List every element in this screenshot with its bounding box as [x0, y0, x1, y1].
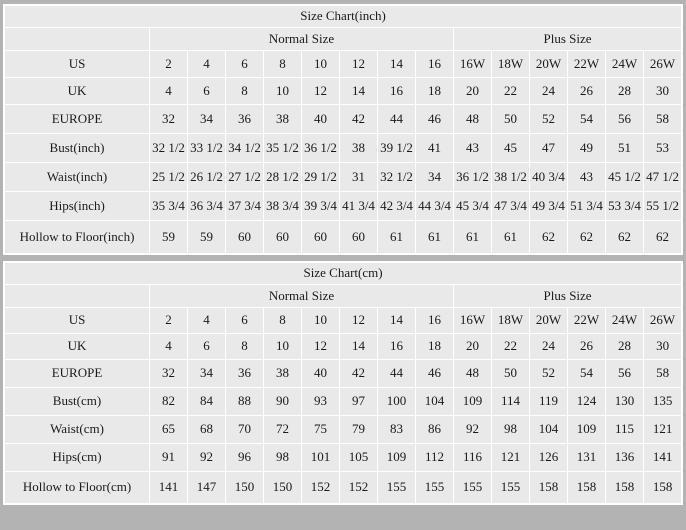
cell: 60 [264, 221, 302, 254]
cell: 10 [302, 51, 340, 78]
cell: 93 [302, 388, 340, 416]
cell: 68 [188, 416, 226, 444]
cell: 29 1/2 [302, 163, 340, 192]
cell: 65 [150, 416, 188, 444]
cell: 51 [606, 134, 644, 163]
chart-title-inch: Size Chart(inch) [5, 6, 682, 28]
cell: 43 [454, 134, 492, 163]
cell: 38 1/2 [492, 163, 530, 192]
cell: 41 [416, 134, 454, 163]
cell: 32 1/2 [378, 163, 416, 192]
table-row [5, 388, 682, 416]
cell: 30 [644, 78, 682, 105]
cell: 38 3/4 [264, 192, 302, 221]
row-label-hips-cm: Hips(cm) [5, 444, 150, 472]
cell: 42 [340, 360, 378, 388]
cell: 158 [644, 472, 682, 504]
row-label-uk-cm: UK [5, 334, 150, 360]
cell: 22W [568, 51, 606, 78]
cell: 35 3/4 [150, 192, 188, 221]
cell: 135 [644, 388, 682, 416]
row-label-europe-inch: EUROPE [5, 105, 150, 134]
cell: 36 [226, 105, 264, 134]
cell: 30 [644, 334, 682, 360]
cell: 16W [454, 308, 492, 334]
cell: 26 1/2 [188, 163, 226, 192]
cell: 35 1/2 [264, 134, 302, 163]
cell: 10 [302, 308, 340, 334]
table-row-title [5, 263, 682, 285]
cell: 28 1/2 [264, 163, 302, 192]
cell: 53 3/4 [606, 192, 644, 221]
cell: 24 [530, 334, 568, 360]
cell: 22 [492, 78, 530, 105]
size-chart-cm [3, 261, 683, 505]
cell: 152 [302, 472, 340, 504]
row-label-hips-inch: Hips(inch) [5, 192, 150, 221]
cell: 97 [340, 388, 378, 416]
cell: 36 1/2 [302, 134, 340, 163]
cell: 61 [492, 221, 530, 254]
table-row [5, 51, 682, 78]
row-label-us-cm: US [5, 308, 150, 334]
cell: 86 [416, 416, 454, 444]
cell: 72 [264, 416, 302, 444]
size-chart-cm-table [4, 262, 682, 504]
cell: 61 [416, 221, 454, 254]
cell: 34 [188, 105, 226, 134]
cell: 44 3/4 [416, 192, 454, 221]
table-row [5, 134, 682, 163]
cell: 45 3/4 [454, 192, 492, 221]
table-row [5, 308, 682, 334]
cell: 55 1/2 [644, 192, 682, 221]
cell: 152 [340, 472, 378, 504]
group-normal-size-inch: Normal Size [150, 28, 454, 51]
cell: 130 [606, 388, 644, 416]
cell: 42 3/4 [378, 192, 416, 221]
cell: 59 [150, 221, 188, 254]
table-row-groups [5, 285, 682, 308]
cell: 59 [188, 221, 226, 254]
cell: 50 [492, 105, 530, 134]
table-row-title [5, 6, 682, 28]
cell: 2 [150, 51, 188, 78]
cell: 61 [378, 221, 416, 254]
cell: 32 [150, 360, 188, 388]
cell: 39 1/2 [378, 134, 416, 163]
cell: 32 [150, 105, 188, 134]
cell: 52 [530, 105, 568, 134]
cell: 16 [416, 51, 454, 78]
table-row [5, 221, 682, 254]
row-label-uk-inch: UK [5, 78, 150, 105]
cell: 12 [302, 334, 340, 360]
cell: 24W [606, 308, 644, 334]
cell: 126 [530, 444, 568, 472]
cell: 53 [644, 134, 682, 163]
cell: 98 [492, 416, 530, 444]
cell: 115 [606, 416, 644, 444]
cell: 52 [530, 360, 568, 388]
cell: 75 [302, 416, 340, 444]
cell: 150 [226, 472, 264, 504]
cell: 27 1/2 [226, 163, 264, 192]
row-label-bust-cm: Bust(cm) [5, 388, 150, 416]
cell: 56 [606, 105, 644, 134]
cell: 88 [226, 388, 264, 416]
cell: 10 [264, 78, 302, 105]
row-label-europe-cm: EUROPE [5, 360, 150, 388]
cell: 47 [530, 134, 568, 163]
cell: 8 [226, 78, 264, 105]
cell: 90 [264, 388, 302, 416]
cell: 40 [302, 360, 340, 388]
cell: 6 [188, 334, 226, 360]
table-row [5, 105, 682, 134]
cell: 6 [188, 78, 226, 105]
cell: 62 [606, 221, 644, 254]
group-corner-cell-cm [5, 285, 150, 308]
cell: 49 3/4 [530, 192, 568, 221]
cell: 141 [150, 472, 188, 504]
cell: 121 [644, 416, 682, 444]
cell: 44 [378, 360, 416, 388]
row-label-waist-inch: Waist(inch) [5, 163, 150, 192]
cell: 12 [302, 78, 340, 105]
cell: 92 [454, 416, 492, 444]
cell: 155 [454, 472, 492, 504]
cell: 104 [530, 416, 568, 444]
cell: 20W [530, 308, 568, 334]
cell: 45 1/2 [606, 163, 644, 192]
cell: 82 [150, 388, 188, 416]
cell: 104 [416, 388, 454, 416]
cell: 6 [226, 51, 264, 78]
cell: 10 [264, 334, 302, 360]
cell: 36 1/2 [454, 163, 492, 192]
cell: 60 [302, 221, 340, 254]
cell: 28 [606, 78, 644, 105]
cell: 62 [568, 221, 606, 254]
row-label-us-inch: US [5, 51, 150, 78]
cell: 46 [416, 360, 454, 388]
cell: 4 [150, 334, 188, 360]
cell: 105 [340, 444, 378, 472]
cell: 150 [264, 472, 302, 504]
cell: 50 [492, 360, 530, 388]
table-row [5, 163, 682, 192]
cell: 8 [226, 334, 264, 360]
size-chart-inch [3, 4, 683, 255]
cell: 61 [454, 221, 492, 254]
cell: 155 [492, 472, 530, 504]
cell: 20W [530, 51, 568, 78]
table-row [5, 192, 682, 221]
cell: 60 [226, 221, 264, 254]
cell: 16 [416, 308, 454, 334]
cell: 37 3/4 [226, 192, 264, 221]
cell: 22 [492, 334, 530, 360]
row-label-hollow-to-floor-inch: Hollow to Floor(inch) [5, 221, 150, 254]
cell: 124 [568, 388, 606, 416]
cell: 4 [188, 51, 226, 78]
cell: 60 [340, 221, 378, 254]
cell: 18W [492, 51, 530, 78]
size-chart-inch-table [4, 5, 682, 254]
cell: 24W [606, 51, 644, 78]
cell: 109 [454, 388, 492, 416]
cell: 43 [568, 163, 606, 192]
cell: 24 [530, 78, 568, 105]
cell: 109 [568, 416, 606, 444]
cell: 26W [644, 308, 682, 334]
cell: 39 3/4 [302, 192, 340, 221]
cell: 91 [150, 444, 188, 472]
cell: 158 [530, 472, 568, 504]
group-plus-size-inch: Plus Size [454, 28, 682, 51]
cell: 34 [416, 163, 454, 192]
cell: 31 [340, 163, 378, 192]
cell: 112 [416, 444, 454, 472]
cell: 38 [340, 134, 378, 163]
table-row [5, 78, 682, 105]
cell: 38 [264, 360, 302, 388]
cell: 136 [606, 444, 644, 472]
cell: 33 1/2 [188, 134, 226, 163]
cell: 109 [378, 444, 416, 472]
cell: 92 [188, 444, 226, 472]
table-row [5, 472, 682, 504]
cell: 46 [416, 105, 454, 134]
cell: 42 [340, 105, 378, 134]
cell: 18W [492, 308, 530, 334]
cell: 155 [416, 472, 454, 504]
cell: 54 [568, 105, 606, 134]
cell: 22W [568, 308, 606, 334]
cell: 18 [416, 334, 454, 360]
group-corner-cell-inch [5, 28, 150, 51]
cell: 47 1/2 [644, 163, 682, 192]
cell: 58 [644, 360, 682, 388]
cell: 48 [454, 105, 492, 134]
cell: 26 [568, 78, 606, 105]
group-plus-size-cm: Plus Size [454, 285, 682, 308]
cell: 49 [568, 134, 606, 163]
cell: 116 [454, 444, 492, 472]
cell: 48 [454, 360, 492, 388]
cell: 47 3/4 [492, 192, 530, 221]
cell: 84 [188, 388, 226, 416]
cell: 41 3/4 [340, 192, 378, 221]
cell: 8 [264, 308, 302, 334]
cell: 121 [492, 444, 530, 472]
row-label-hollow-to-floor-cm: Hollow to Floor(cm) [5, 472, 150, 504]
row-label-waist-cm: Waist(cm) [5, 416, 150, 444]
cell: 8 [264, 51, 302, 78]
cell: 14 [340, 334, 378, 360]
cell: 26W [644, 51, 682, 78]
cell: 6 [226, 308, 264, 334]
cell: 45 [492, 134, 530, 163]
cell: 16 [378, 78, 416, 105]
cell: 83 [378, 416, 416, 444]
cell: 26 [568, 334, 606, 360]
table-row [5, 416, 682, 444]
cell: 32 1/2 [150, 134, 188, 163]
cell: 54 [568, 360, 606, 388]
cell: 16W [454, 51, 492, 78]
cell: 40 [302, 105, 340, 134]
cell: 36 3/4 [188, 192, 226, 221]
cell: 14 [340, 78, 378, 105]
cell: 158 [606, 472, 644, 504]
cell: 2 [150, 308, 188, 334]
cell: 131 [568, 444, 606, 472]
cell: 147 [188, 472, 226, 504]
table-row [5, 360, 682, 388]
chart-title-cm: Size Chart(cm) [5, 263, 682, 285]
cell: 114 [492, 388, 530, 416]
group-normal-size-cm: Normal Size [150, 285, 454, 308]
table-row [5, 334, 682, 360]
cell: 56 [606, 360, 644, 388]
cell: 98 [264, 444, 302, 472]
cell: 96 [226, 444, 264, 472]
cell: 14 [378, 51, 416, 78]
cell: 16 [378, 334, 416, 360]
row-label-bust-inch: Bust(inch) [5, 134, 150, 163]
table-row [5, 444, 682, 472]
cell: 158 [568, 472, 606, 504]
cell: 58 [644, 105, 682, 134]
cell: 141 [644, 444, 682, 472]
cell: 20 [454, 334, 492, 360]
cell: 119 [530, 388, 568, 416]
cell: 12 [340, 308, 378, 334]
cell: 18 [416, 78, 454, 105]
cell: 38 [264, 105, 302, 134]
cell: 20 [454, 78, 492, 105]
cell: 44 [378, 105, 416, 134]
cell: 155 [378, 472, 416, 504]
table-row-groups [5, 28, 682, 51]
cell: 34 [188, 360, 226, 388]
cell: 79 [340, 416, 378, 444]
cell: 4 [188, 308, 226, 334]
cell: 51 3/4 [568, 192, 606, 221]
cell: 25 1/2 [150, 163, 188, 192]
cell: 62 [644, 221, 682, 254]
cell: 14 [378, 308, 416, 334]
cell: 101 [302, 444, 340, 472]
cell: 100 [378, 388, 416, 416]
cell: 40 3/4 [530, 163, 568, 192]
cell: 62 [530, 221, 568, 254]
cell: 12 [340, 51, 378, 78]
cell: 70 [226, 416, 264, 444]
cell: 4 [150, 78, 188, 105]
cell: 28 [606, 334, 644, 360]
cell: 36 [226, 360, 264, 388]
cell: 34 1/2 [226, 134, 264, 163]
